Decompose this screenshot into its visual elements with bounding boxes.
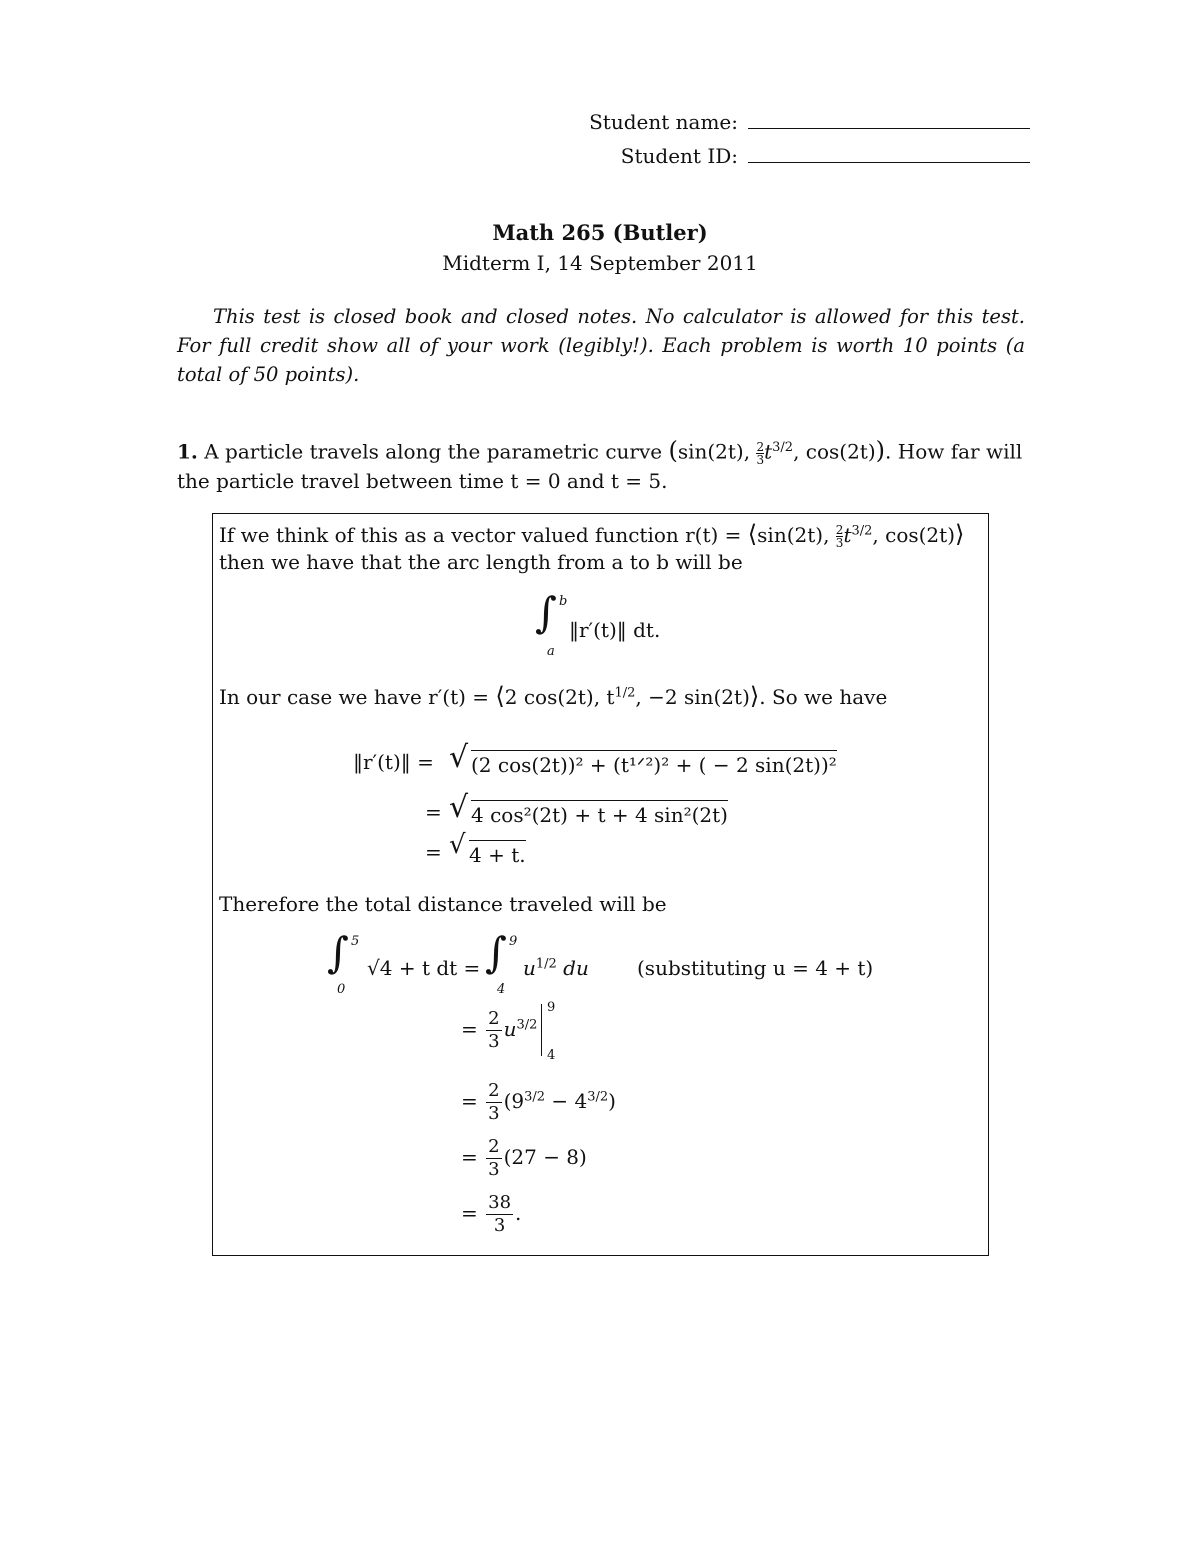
solution-line-3: In our case we have r′(t) = ⟨2 cos(2t), $t^{1/2}$, −2 sin(2t)⟩. So we have xyxy=(219,682,888,710)
int1-lower: 0 xyxy=(337,982,346,997)
exam-subtitle: Midterm I, 14 September 2011 xyxy=(442,251,758,275)
sqrt-sign-3: √ xyxy=(449,830,466,860)
sqrt-sign-2: √ xyxy=(449,790,469,825)
curve-t: t xyxy=(764,439,773,464)
eq-sign-2: = xyxy=(425,800,442,824)
solution-line-1: If we think of this as a vector valued function r(t) = ⟨sin(2t), $\frac{2}{3}$ $t^{3/2}$, cos(2t)⟩ xyxy=(219,520,965,550)
norm-rhs-2: 4 cos²(2t) + t + 4 sin²(2t) xyxy=(471,800,728,827)
substitution-note: (substituting u = 4 + t) xyxy=(637,956,874,980)
curve-frac: $\frac{2}{3}$ xyxy=(756,439,765,467)
solution-line-4: Therefore the total distance traveled will be xyxy=(219,892,667,916)
course-title: Math 265 (Butler) xyxy=(492,220,708,245)
curve-cos: , cos(2t) xyxy=(793,439,876,464)
step-2: = $\frac{2}{3}$ $(9^{3/2} - 4^{3/2})$ xyxy=(461,1080,616,1124)
problem-text-a: A particle travels along the parametric curve xyxy=(204,439,663,464)
student-id-label: Student ID: xyxy=(620,144,738,168)
step-1: = $\frac{2}{3}$ $u^{3/2}$ xyxy=(461,1008,538,1052)
problem-text-b: . How far will xyxy=(885,439,1023,464)
student-name-blank[interactable] xyxy=(748,128,1030,129)
norm-rhs-3: 4 + t. xyxy=(469,840,526,867)
instructions: This test is closed book and closed notes. No calculator is allowed for this test. For full credit show all of your work (legibly!). Each problem is worth 10 points (a total of 50 points). xyxy=(177,305,1025,386)
curve-exp: 3/2 xyxy=(772,440,794,455)
student-name-label: Student name: xyxy=(589,110,738,134)
problem-text-c: the particle travel between time t = 0 and t = 5. xyxy=(177,468,668,493)
int2-upper: 9 xyxy=(509,934,518,949)
solution-box xyxy=(212,513,989,1256)
problem-1: 1. A particle travels along the parametric curve (sin(2t), $\frac{2}{3}$ $t^{3/2}$, cos(2t)). How far will the particle travel between time t = 0 and t = 5. xyxy=(177,436,1023,493)
final-answer: = $\frac{38}{3}$ . xyxy=(461,1192,522,1236)
norm-rhs-1: (2 cos(2t))² + (t¹ᐟ²)² + ( − 2 sin(2t))² xyxy=(471,750,837,777)
eq-sign-3: = xyxy=(425,840,442,864)
eval-lower: 4 xyxy=(547,1048,556,1063)
step-3: = $\frac{2}{3}$ (27 − 8) xyxy=(461,1136,587,1180)
arc-integrand: ‖r′(t)‖ dt. xyxy=(569,618,661,642)
int1-integrand: √4 + t dt = xyxy=(367,956,481,980)
student-id-blank[interactable] xyxy=(748,162,1030,163)
int2-integrand: $u^{1/2}$ du xyxy=(523,956,589,980)
eval-upper: 9 xyxy=(547,1000,556,1015)
eval-bar xyxy=(541,1004,542,1056)
arc-upper-limit: b xyxy=(559,594,568,609)
solution-line-2: then we have that the arc length from a to b will be xyxy=(219,550,743,574)
norm-lhs: ‖r′(t)‖ = xyxy=(353,750,434,774)
arc-lower-limit: a xyxy=(547,644,555,659)
integral-sign-1: ∫ xyxy=(327,928,349,977)
int1-upper: 5 xyxy=(351,934,360,949)
arc-length-integral: ∫ xyxy=(535,588,557,637)
integral-sign-2: ∫ xyxy=(485,928,507,977)
sqrt-sign-1: √ xyxy=(449,740,469,775)
student-name-row xyxy=(540,110,1030,134)
student-id-row xyxy=(540,144,1030,168)
int2-lower: 4 xyxy=(497,982,506,997)
curve-sin: sin(2t), xyxy=(677,439,751,464)
problem-number: 1. xyxy=(177,439,198,464)
